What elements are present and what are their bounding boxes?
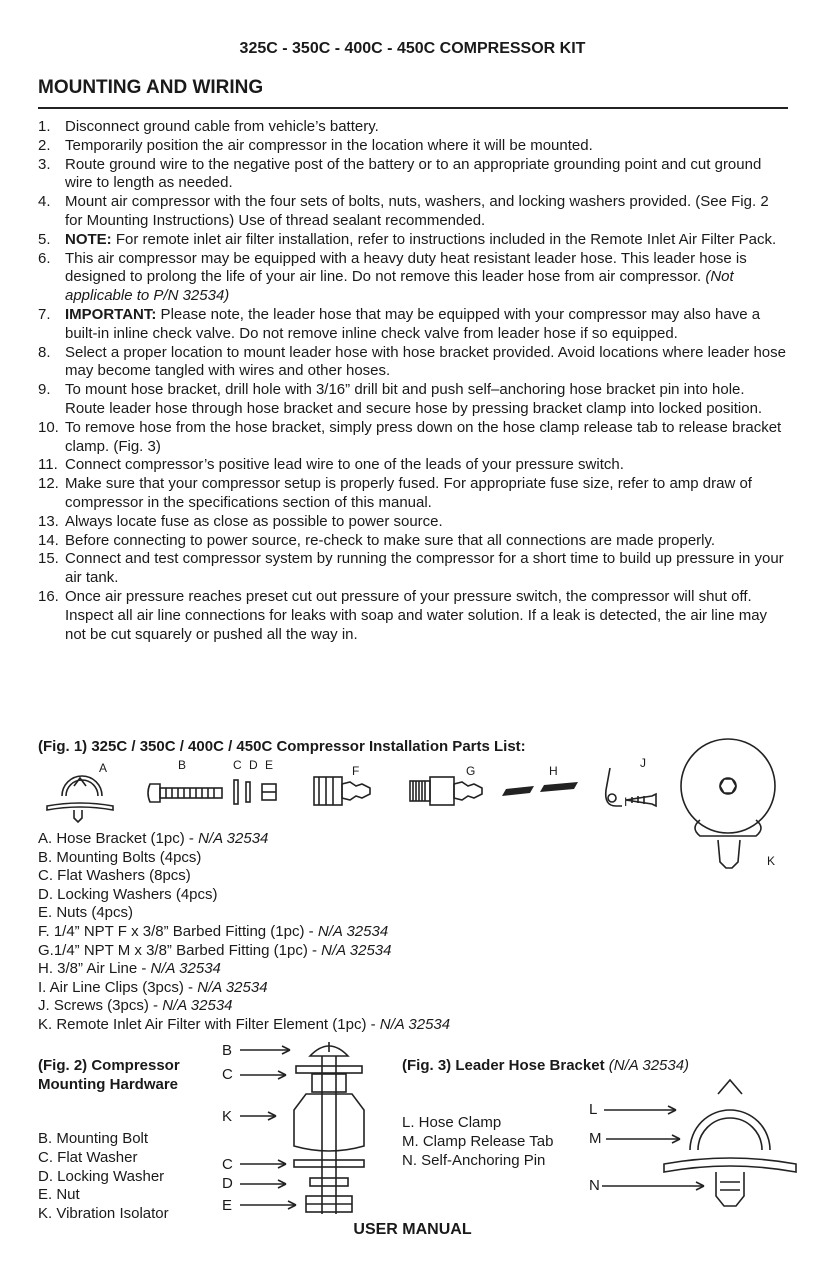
mounting-bolt-drawing [148, 784, 222, 802]
step-text [65, 118, 788, 137]
fig2-legend-item: C. Flat Washer [38, 1148, 138, 1166]
step-text [65, 513, 788, 532]
step-number: 10. [38, 418, 59, 436]
diagram-label-i: I [624, 795, 628, 809]
parts-list-item [38, 942, 450, 961]
fig2-title [38, 1056, 180, 1094]
parts-list-item [38, 997, 450, 1016]
part-note: N/A 32534 [197, 978, 268, 996]
fig2-label-c-top: C [222, 1066, 233, 1083]
step-number: 7. [38, 305, 51, 323]
part-description: A. Hose Bracket (1pc) - [38, 830, 199, 847]
step-text [65, 231, 788, 250]
fig3-label-m: M [589, 1130, 602, 1147]
instruction-step [38, 344, 788, 382]
part-description: G.1/4” NPT M x 3/8” Barbed Fitting (1pc) - [38, 941, 322, 959]
step-number: 13. [38, 512, 59, 530]
instruction-step [38, 513, 788, 532]
part-description: C. Flat Washers (8pcs) [38, 867, 191, 885]
parts-list-item [38, 886, 450, 905]
step-body: This air compressor may be equipped with a heavy duty heat resistant leader hose. This leader hose is designed to prolong the life of your air line. Do not remove this leader hose from air compressor. [65, 249, 747, 286]
step-body: Temporarily position the air compressor in the location where it will be mounted. [65, 136, 593, 154]
step-body: Before connecting to power source, re-check to make sure that all connections are made properly. [65, 531, 716, 549]
step-body: Select a proper location to mount leader hose with hose bracket provided. Avoid locations where leader hose may become tangled with wires and other hoses. [65, 343, 786, 380]
footer-user-manual: USER MANUAL [353, 1221, 472, 1238]
parts-list-item [38, 1016, 450, 1035]
parts-list-item [38, 904, 450, 923]
step-number: 5. [38, 230, 51, 248]
step-number: 16. [38, 587, 59, 605]
step-body: Route ground wire to the negative post of the battery or to an appropriate grounding point and cut ground wire to length as needed. [65, 155, 762, 192]
part-note: N/A 32534 [321, 941, 392, 959]
step-body: Please note, the leader hose that may be equipped with your compressor may also have a built-in inline check valve. Do not remove inline check valve from leader hose if so equipped. [65, 305, 761, 342]
fig2-legend-item: B. Mounting Bolt [38, 1130, 149, 1147]
fig3-title-note: (N/A 32534) [608, 1057, 690, 1074]
instruction-step [38, 550, 788, 588]
step-text [65, 250, 788, 306]
diagram-label-k: K [767, 854, 776, 868]
washer-nut-drawing [234, 780, 276, 804]
fig2-label-c-bottom: C [222, 1156, 233, 1173]
step-number: 1. [38, 118, 51, 135]
diagram-label-f: F [352, 764, 360, 778]
step-text [65, 456, 788, 475]
step-body: Mount air compressor with the four sets of bolts, nuts, washers, and locking washers provided. (See Fig. 2 for Mounting Instructions) Use of thread sealant recommended. [65, 193, 769, 229]
parts-list-item [38, 979, 450, 998]
part-description: H. 3/8” Air Line - [38, 960, 151, 978]
part-description: E. Nuts (4pcs) [38, 904, 134, 922]
diagram-label-j: J [640, 756, 646, 770]
instruction-list [38, 118, 788, 644]
step-emphasis: IMPORTANT: [65, 305, 157, 323]
instruction-step [38, 588, 788, 644]
section-title: MOUNTING AND WIRING [38, 77, 264, 98]
instruction-step [38, 456, 788, 475]
diagram-label-e: E [265, 758, 274, 772]
parts-list-item [38, 923, 450, 942]
step-body: To remove hose from the hose bracket, simply press down on the hose clamp release tab to release bracket clamp. (Fig. 3) [65, 418, 782, 455]
part-description: J. Screws (3pcs) - [38, 997, 163, 1015]
fig2-title-line1: (Fig. 2) Compressor [38, 1057, 180, 1074]
step-text [65, 550, 788, 588]
step-text [65, 344, 788, 382]
diagram-label-h: H [549, 764, 558, 778]
step-text [65, 381, 788, 419]
step-text [65, 306, 788, 344]
diagram-label-c: C [233, 758, 242, 772]
fig3-title-text: (Fig. 3) Leader Hose Bracket [402, 1057, 609, 1074]
instruction-step [38, 381, 788, 419]
part-description: D. Locking Washers (4pcs) [38, 885, 218, 903]
title-rule [38, 107, 788, 109]
fig3-legend-item: M. Clamp Release Tab [402, 1133, 554, 1150]
instruction-step [38, 137, 788, 156]
diagram-label-d: D [249, 758, 258, 772]
step-number: 15. [38, 550, 59, 568]
step-number: 8. [38, 343, 51, 361]
fig3-legend-item: L. Hose Clamp [402, 1114, 502, 1131]
instruction-step [38, 306, 788, 344]
instruction-step [38, 532, 788, 551]
step-text [65, 137, 788, 156]
step-emphasis: NOTE: [65, 230, 112, 248]
step-body: Always locate fuse as close as possible to power source. [65, 512, 443, 530]
part-description: F. 1/4” NPT F x 3/8” Barbed Fitting (1pc) - [38, 922, 318, 940]
step-text [65, 193, 788, 231]
step-text [65, 156, 788, 194]
fig3-label-n: N [589, 1177, 600, 1194]
fig3-label-l: L [589, 1101, 598, 1118]
fig2-label-d: D [222, 1175, 233, 1192]
barbed-fitting-g-drawing [410, 777, 482, 805]
step-body: Disconnect ground cable from vehicle’s battery. [65, 118, 379, 135]
part-note: N/A 32534 [150, 960, 221, 978]
fig3-title [402, 1057, 689, 1074]
fig2-label-k: K [222, 1108, 233, 1125]
fig2-legend-item: E. Nut [38, 1186, 80, 1204]
diagram-label-a: A [99, 761, 108, 775]
step-body: Once air pressure reaches preset cut out pressure of your pressure switch, the compressor will shut off. Inspect all air line connections for leaks with soap and water solution. If a leak is detected, the air line may not be cut squarely or pushed all the way in. [65, 587, 768, 643]
parts-list [38, 830, 450, 1035]
fig3-legend-item: N. Self-Anchoring Pin [402, 1152, 546, 1169]
part-note: N/A 32534 [379, 1015, 451, 1033]
diagram-label-b: B [178, 758, 187, 772]
instruction-step [38, 250, 788, 306]
step-number: 6. [38, 249, 51, 267]
diagram-label-g: G [466, 764, 476, 778]
parts-list-item [38, 867, 450, 886]
parts-list-item [38, 849, 450, 868]
fig3-legend [402, 1113, 553, 1170]
air-line-drawing [502, 782, 578, 796]
step-number: 2. [38, 136, 51, 154]
step-body: Make sure that your compressor setup is properly fused. For appropriate fuse size, refer to amp draw of compressor in the specifications section of this manual. [65, 475, 752, 511]
step-body: To mount hose bracket, drill hole with 3/16” drill bit and push self–anchoring hose bracket pin into hole. Route leader hose through hose bracket and secure hose by pressing bracket clamp into locked position. [65, 381, 763, 417]
step-text [65, 588, 788, 644]
kit-title: 325C - 350C - 400C - 450C COMPRESSOR KIT [239, 40, 586, 57]
part-description: I. Air Line Clips (3pcs) - [38, 978, 198, 996]
part-note: N/A 32534 [317, 922, 389, 940]
step-number: 4. [38, 193, 51, 211]
fig1-title: (Fig. 1) 325C / 350C / 400C / 450C Compressor Installation Parts List: [38, 738, 526, 755]
hose-bracket-drawing [47, 776, 113, 822]
instruction-step [38, 419, 788, 457]
instruction-step [38, 118, 788, 137]
step-number: 9. [38, 381, 51, 399]
filter-drawing [681, 739, 775, 868]
part-note: N/A 32534 [198, 830, 269, 847]
fig2-label-b: B [222, 1042, 233, 1059]
barbed-fitting-f-drawing [314, 777, 370, 805]
fig2-title-line2: Mounting Hardware [38, 1076, 179, 1093]
instruction-step [38, 231, 788, 250]
step-number: 3. [38, 155, 51, 173]
step-number: 12. [38, 475, 59, 493]
step-note: (Not applicable to P/N 32534) [65, 268, 734, 305]
fig2-legend [38, 1130, 169, 1224]
step-body: For remote inlet air filter installation, refer to instructions included in the Remote Inlet Air Filter Pack. [111, 230, 777, 248]
part-note: N/A 32534 [162, 997, 233, 1015]
step-number: 11. [38, 456, 58, 474]
step-body: Connect compressor’s positive lead wire to one of the leads of your pressure switch. [65, 456, 624, 474]
screw-drawing [626, 794, 656, 806]
air-line-clip-drawing [606, 768, 622, 806]
part-description: K. Remote Inlet Air Filter with Filter Element (1pc) - [38, 1015, 380, 1033]
instruction-step [38, 193, 788, 231]
fig2-legend-item: K. Vibration Isolator [38, 1205, 169, 1223]
step-number: 14. [38, 531, 59, 549]
parts-list-item [38, 830, 450, 849]
instruction-step [38, 475, 788, 513]
instruction-step [38, 156, 788, 194]
step-body: Connect and test compressor system by running the compressor for a short time to build up pressure in your air tank. [65, 550, 784, 587]
step-text [65, 475, 788, 513]
fig2-label-e: E [222, 1197, 233, 1214]
step-text [65, 532, 788, 551]
parts-list-item [38, 960, 450, 979]
part-description: B. Mounting Bolts (4pcs) [38, 848, 202, 866]
step-text [65, 419, 788, 457]
fig2-legend-item: D. Locking Washer [38, 1167, 165, 1185]
